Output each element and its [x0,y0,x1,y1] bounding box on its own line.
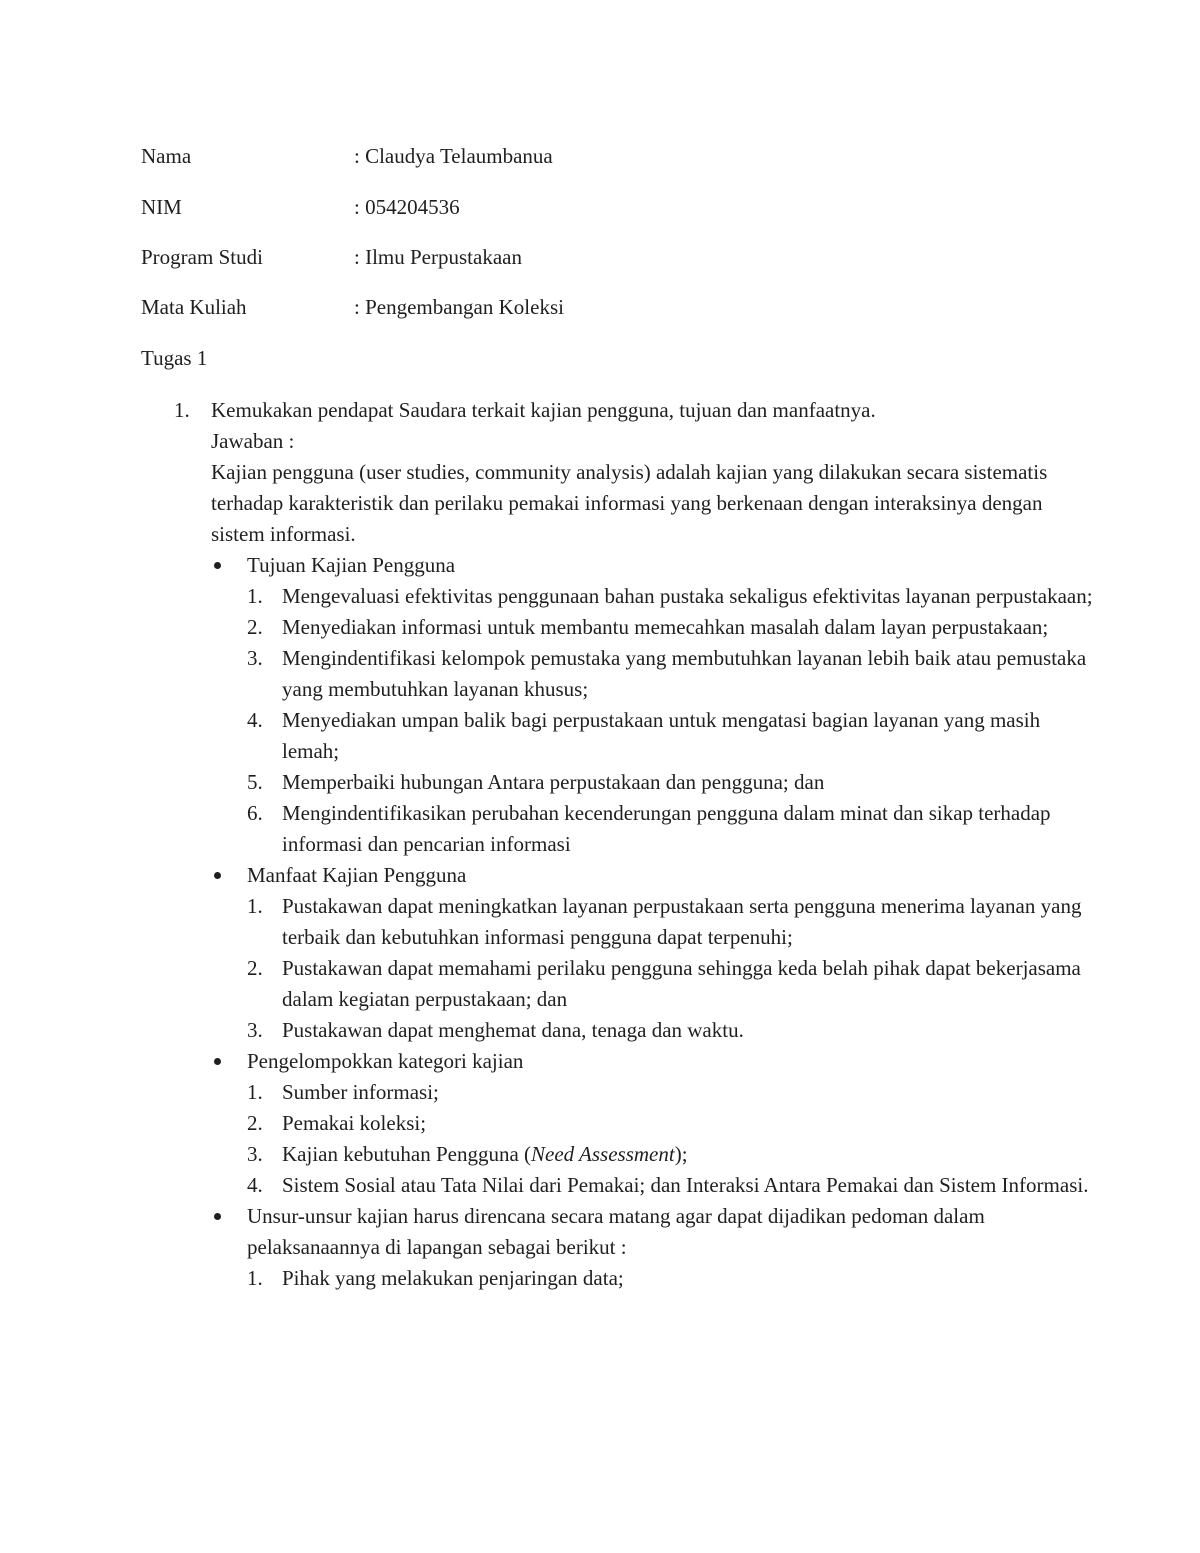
info-value: : Ilmu Perpustakaan [354,245,522,269]
question-text: Kemukakan pendapat Saudara terkait kajian pengguna, tujuan dan manfaatnya. [211,398,876,422]
answer-label: Jawaban : [211,429,295,453]
list-item-text: Mengindentifikasikan perubahan kecenderungan pengguna dalam minat dan sikap terhadap informasi dan pencarian informasi [282,801,1051,856]
list-item-number: 2. [247,615,263,639]
section-title: Unsur-unsur kajian harus direncana secara matang agar dapat dijadikan pedoman dalam pelaksanaannya di lapangan sebagai berikut : [247,1204,985,1259]
info-row-mata-kuliah [141,292,1041,323]
list-item [247,1139,1101,1170]
info-value: : 054204536 [354,195,460,219]
section-title: Manfaat Kajian Pengguna [247,863,467,887]
numbered-list [247,581,1101,860]
list-item-number: 1. [247,894,263,918]
list-item [247,581,1101,612]
question-number: 1. [174,398,190,422]
list-item [247,1170,1101,1201]
list-item-text: Mengindentifikasi kelompok pemustaka yang membutuhkan layanan lebih baik atau pemustaka yang membutuhkan layanan khusus; [282,646,1087,701]
question-1 [141,395,1101,1294]
list-item-text: Pustakawan dapat meningkatkan layanan perpustakaan serta pengguna menerima layanan yang terbaik dan kebutuhkan informasi pengguna dapat terpenuhi; [282,894,1082,949]
info-row-program-studi [141,242,1041,273]
list-item-text: Pustakawan dapat memahami perilaku pengguna sehingga keda belah pihak dapat bekerjasama dalam kegiatan perpustakaan; dan [282,956,1081,1011]
list-item-number: 4. [247,1173,263,1197]
list-item-text-italic: Need Assessment [531,1142,675,1166]
list-item-text: Menyediakan umpan balik bagi perpustakaan untuk mengatasi bagian layanan yang masih lemah; [282,708,1041,763]
list-item-number: 1. [247,1080,263,1104]
list-item-text-before: Kajian kebutuhan Pengguna ( [282,1142,532,1166]
list-item [247,767,1101,798]
info-label: NIM [141,195,182,219]
info-label: Mata Kuliah [141,295,247,319]
list-item-number: 3. [247,1018,263,1042]
bullet-section-tujuan [211,550,1101,581]
info-row-nim [141,192,1041,223]
info-row-nama [141,141,1041,172]
list-item-number: 1. [247,1266,263,1290]
list-item [247,1015,1101,1046]
bullet-section-unsur [211,1201,1101,1263]
list-item [247,643,1101,705]
bullet-section-pengelompokkan [211,1046,1101,1077]
bullet-icon [214,872,221,879]
list-item-number: 3. [247,1142,263,1166]
numbered-list [247,1077,1101,1201]
bullet-section-manfaat [211,860,1101,891]
list-item [247,1108,1101,1139]
list-item [247,612,1101,643]
question-line [141,395,1101,426]
list-item-number: 1. [247,584,263,608]
section-title: Tujuan Kajian Pengguna [247,553,456,577]
list-item-number: 6. [247,801,263,825]
list-item-number: 5. [247,770,263,794]
list-item-number: 3. [247,646,263,670]
list-item-text [282,1139,1101,1170]
section-title: Pengelompokkan kategori kajian [247,1049,524,1073]
list-item-text: Pemakai koleksi; [282,1111,427,1135]
list-item-text: Sumber informasi; [282,1080,439,1104]
bullet-icon [214,1058,221,1065]
numbered-list [247,891,1101,1046]
info-label: Nama [141,144,192,168]
list-item-number: 4. [247,708,263,732]
list-item-text: Mengevaluasi efektivitas penggunaan bahan pustaka sekaligus efektivitas layanan perpustakaan; [282,584,1093,608]
task-title: Tugas 1 [141,346,208,370]
list-item-text: Sistem Sosial atau Tata Nilai dari Pemakai; dan Interaksi Antara Pemakai dan Sistem Informasi. [282,1173,1089,1197]
list-item [247,798,1101,860]
list-item [247,891,1101,953]
list-item-text: Pustakawan dapat menghemat dana, tenaga dan waktu. [282,1018,744,1042]
info-value: : Claudya Telaumbanua [354,144,553,168]
list-item [247,1077,1101,1108]
list-item-text-after: ); [674,1142,688,1166]
list-item-text: Memperbaiki hubungan Antara perpustakaan dan pengguna; dan [282,770,825,794]
info-value: : Pengembangan Koleksi [354,295,564,319]
info-label: Program Studi [141,245,263,269]
list-item-text: Pihak yang melakukan penjaringan data; [282,1266,624,1290]
bullet-icon [214,1213,221,1220]
answer-text: Kajian pengguna (user studies, community analysis) adalah kajian yang dilakukan secara sistematis terhadap karakteristik dan perilaku pemakai informasi yang berkenaan dengan interaksinya dengan sistem informasi. [211,460,1048,546]
bullet-icon [214,562,221,569]
list-item-number: 2. [247,956,263,980]
list-item-number: 2. [247,1111,263,1135]
numbered-list [247,1263,1101,1294]
list-item [247,953,1101,1015]
list-item-text: Menyediakan informasi untuk membantu memecahkan masalah dalam layan perpustakaan; [282,615,1049,639]
list-item [247,1263,1101,1294]
list-item [247,705,1101,767]
